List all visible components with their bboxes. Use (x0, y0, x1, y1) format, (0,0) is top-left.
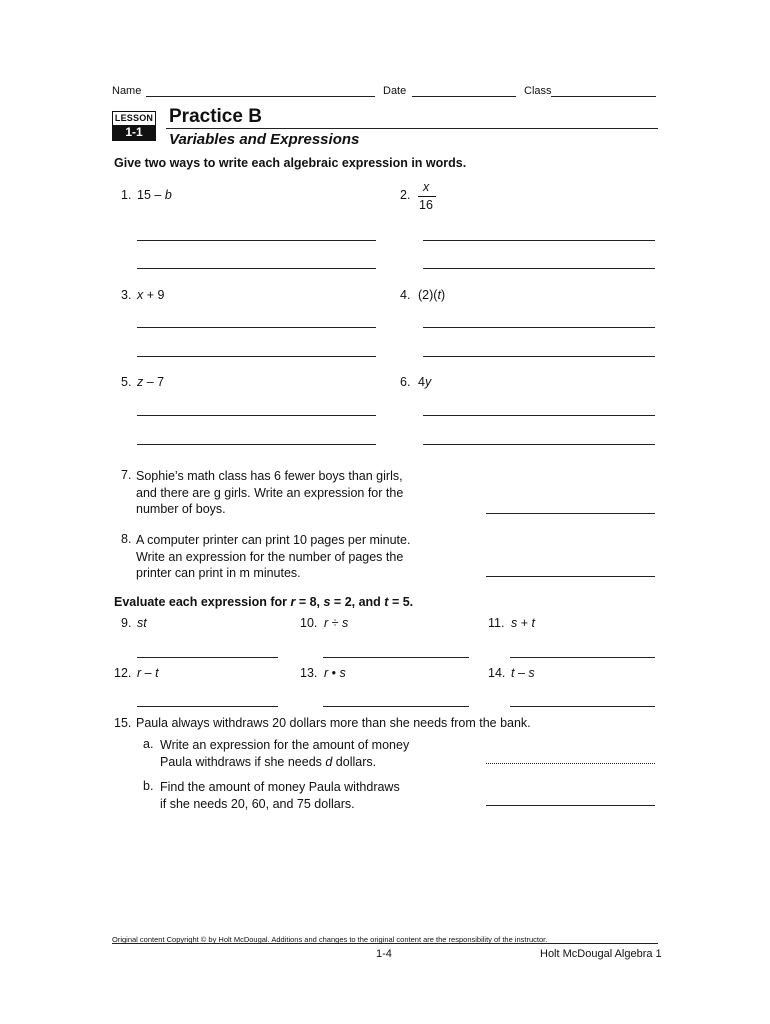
fraction-bar (418, 196, 436, 197)
item-11-number: 11. (488, 616, 505, 630)
item-4-expression: (2)(t) (418, 288, 446, 302)
book-title: Holt McDougal Algebra 1 (540, 948, 662, 960)
item-8-text: A computer printer can print 10 pages per minute. Write an expression for the number of pages the printer can print in m minutes. (136, 533, 411, 580)
item-14-expression: t – s (511, 666, 535, 680)
name-label: Name (112, 85, 142, 97)
answer-line-6b[interactable] (423, 444, 655, 445)
item-3-expression: x + 9 (137, 288, 165, 302)
answer-line-10[interactable] (323, 657, 469, 658)
lesson-label: LESSON (114, 113, 154, 123)
item-9-number: 9. (121, 616, 132, 630)
item-6-number: 6. (400, 375, 411, 389)
answer-line-2a[interactable] (423, 240, 655, 241)
item-15b-text: Find the amount of money Paula withdraws if she needs 20, 60, and 75 dollars. (160, 780, 400, 811)
class-label: Class (524, 85, 552, 97)
answer-line-8[interactable] (486, 576, 655, 577)
item-15-text: Paula always withdraws 20 dollars more than she needs from the bank. (136, 716, 531, 730)
item-2-number: 2. (400, 188, 411, 202)
answer-line-5a[interactable] (137, 415, 376, 416)
answer-line-7[interactable] (486, 513, 655, 514)
lesson-badge (112, 111, 156, 141)
answer-line-3a[interactable] (137, 327, 376, 328)
item-13-number: 13. (300, 666, 318, 680)
item-10-number: 10. (300, 616, 318, 630)
item-15a-letter: a. (143, 737, 154, 751)
page-title: Practice B (169, 106, 262, 127)
item-15-number: 15. (114, 716, 132, 730)
item-13-expression: r • s (324, 666, 346, 680)
item-9-expression: st (137, 616, 147, 630)
copyright-notice: Original content Copyright © by Holt McDougal. Additions and changes to the original content are the responsibility of the instructor. (112, 935, 548, 944)
item-7-text: Sophie’s math class has 6 fewer boys than girls, and there are g girls. Write an expression for the number of boys. (136, 469, 404, 516)
item-5-expression: z – 7 (137, 375, 165, 389)
item-7-number: 7. (121, 468, 132, 482)
item-1-expression: 15 – b (137, 188, 172, 202)
answer-line-1b[interactable] (137, 268, 376, 269)
answer-line-13[interactable] (323, 706, 469, 707)
item-4-number: 4. (400, 288, 411, 302)
item-2-numerator: x (423, 180, 430, 194)
page-subtitle: Variables and Expressions (169, 131, 360, 148)
item-12-expression: r – t (137, 666, 159, 680)
name-field[interactable] (146, 96, 375, 97)
class-field[interactable] (551, 96, 656, 97)
answer-line-14[interactable] (510, 706, 655, 707)
answer-line-15a[interactable] (486, 763, 655, 764)
date-label: Date (383, 85, 407, 97)
answer-line-1a[interactable] (137, 240, 376, 241)
lesson-number: 1-1 (113, 125, 155, 140)
section1-instruction: Give two ways to write each algebraic expression in words. (114, 156, 467, 170)
answer-line-12[interactable] (137, 706, 278, 707)
answer-line-4b[interactable] (423, 356, 655, 357)
answer-line-5b[interactable] (137, 444, 376, 445)
item-5-number: 5. (121, 375, 132, 389)
section2-instruction: Evaluate each expression for r = 8, s = 2, and t = 5. (114, 595, 414, 609)
answer-line-9[interactable] (137, 657, 278, 658)
item-11-expression: s + t (511, 616, 535, 630)
answer-line-4a[interactable] (423, 327, 655, 328)
item-10-expression: r ÷ s (324, 616, 349, 630)
item-3-number: 3. (121, 288, 132, 302)
item-6-expression: 4y (418, 375, 432, 389)
item-12-number: 12. (114, 666, 132, 680)
answer-line-15b[interactable] (486, 805, 655, 806)
date-field[interactable] (412, 96, 516, 97)
item-15a-text: Write an expression for the amount of money Paula withdraws if she needs d dollars. (160, 738, 410, 769)
answer-line-2b[interactable] (423, 268, 655, 269)
title-divider (166, 128, 658, 129)
item-1-number: 1. (121, 188, 132, 202)
item-8-number: 8. (121, 532, 132, 546)
item-2-denominator: 16 (419, 198, 433, 212)
footer-divider (112, 943, 658, 944)
page-number: 1-4 (376, 948, 392, 960)
item-15b-letter: b. (143, 779, 154, 793)
answer-line-6a[interactable] (423, 415, 655, 416)
item-14-number: 14. (488, 666, 506, 680)
answer-line-11[interactable] (510, 657, 655, 658)
answer-line-3b[interactable] (137, 356, 376, 357)
